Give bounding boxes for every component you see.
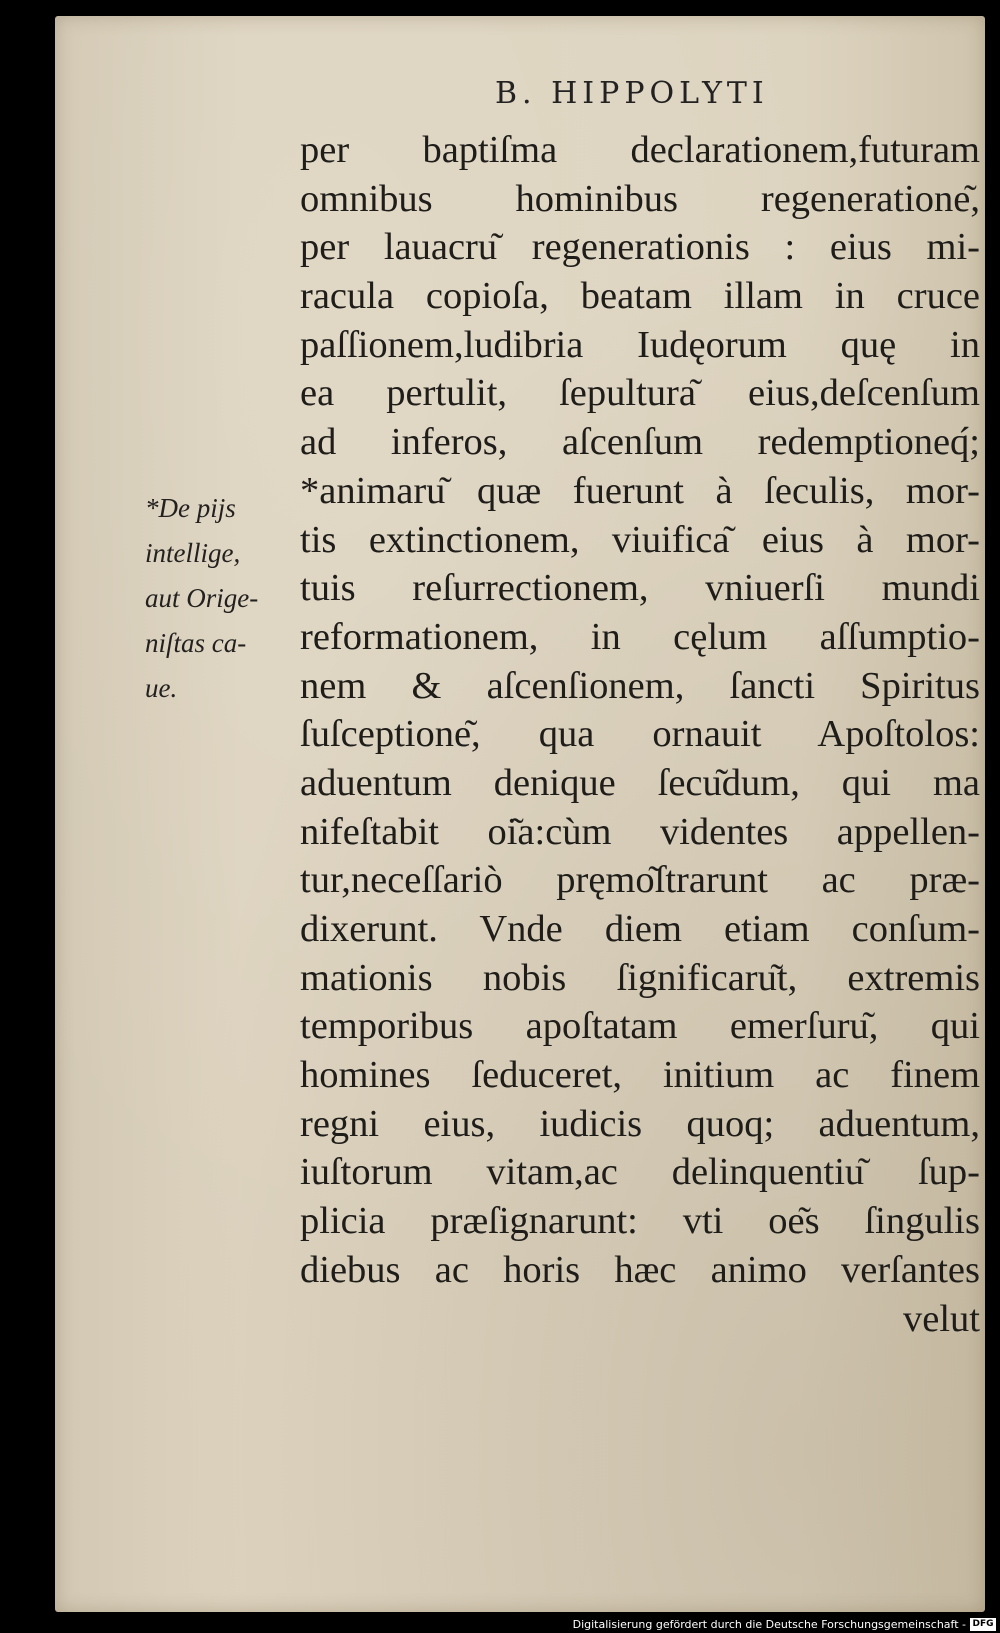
- text-line: iuſtorum vitam,ac delinquentiu͂ ſup-: [300, 1151, 980, 1194]
- text-line: reformationem, in cęlum aſſumptio-: [300, 615, 980, 658]
- text-line: nifeſtabit oi͂a:cùm videntes appellen-: [300, 810, 980, 853]
- text-line: tuis reſurrectionem, vniuerſi mundi: [300, 567, 980, 610]
- text-line: per baptiſma declarationem,futuram: [300, 129, 980, 171]
- text-line: racula copioſa, beatam illam in cruce: [300, 275, 980, 318]
- marginal-note-line: ue.: [145, 673, 178, 703]
- text-line: per lauacru͂ regenerationis : eius mi-: [300, 226, 980, 269]
- marginal-note-line: aut Orige-: [145, 583, 259, 613]
- marginal-note-line: intellige,: [145, 538, 241, 568]
- text-line: velut: [903, 1297, 980, 1340]
- text-line: aduentum denique ſecu͂dum, qui ma: [300, 761, 980, 804]
- text-line: nem & aſcenſionem, ſancti Spiritus: [300, 664, 980, 707]
- text-line: *animaru͂ quæ fuerunt à ſeculis, mor-: [300, 469, 980, 512]
- text-line: temporibus apoſtatam emerſuru͂, qui: [300, 1005, 980, 1048]
- digitization-credit: Digitalisierung gefördert durch die Deutsche Forschungsgemeinschaft -: [572, 1618, 966, 1631]
- text-line: dixerunt. Vnde diem etiam conſum-: [300, 908, 980, 950]
- text-line: homines ſeduceret, initium ac finem: [300, 1054, 980, 1097]
- text-line: regni eius, iudicis quoq; aduentum,: [300, 1102, 980, 1145]
- text-line: omnibus hominibus regeneratione͂,: [300, 177, 980, 220]
- marginal-note: [145, 486, 315, 711]
- marginal-note-line: niſtas ca-: [145, 628, 247, 658]
- text-line: mationis nobis ſignificaru͂t, extremis: [300, 956, 980, 999]
- text-line: ad inferos, aſcenſum redemptioneq́;: [300, 421, 980, 464]
- text-line: diebus ac horis hæc animo verſantes: [300, 1248, 980, 1291]
- text-line: ea pertulit, ſepultura͂ eius,deſcenſum: [300, 372, 980, 415]
- text-line: ſuſceptione͂, qua ornauit Apoſtolos:: [300, 713, 980, 756]
- text-line: paſſionem,ludibria Iudęorum quę in: [300, 323, 980, 366]
- text-line: plicia præſignarunt: vti oe͂s ſingulis: [300, 1200, 980, 1243]
- marginal-note-line: *De pijs: [145, 493, 236, 523]
- dfg-logo: DFG: [970, 1618, 996, 1631]
- running-head: B. HIPPOLYTI: [495, 76, 769, 111]
- text-line: tis extinctionem, viuifica͂ eius à mor-: [300, 518, 980, 561]
- text-line: tur,neceſſariò pręmo͂ſtrarunt ac præ-: [300, 859, 980, 902]
- body-text: [300, 126, 980, 1343]
- book-page: [55, 16, 985, 1612]
